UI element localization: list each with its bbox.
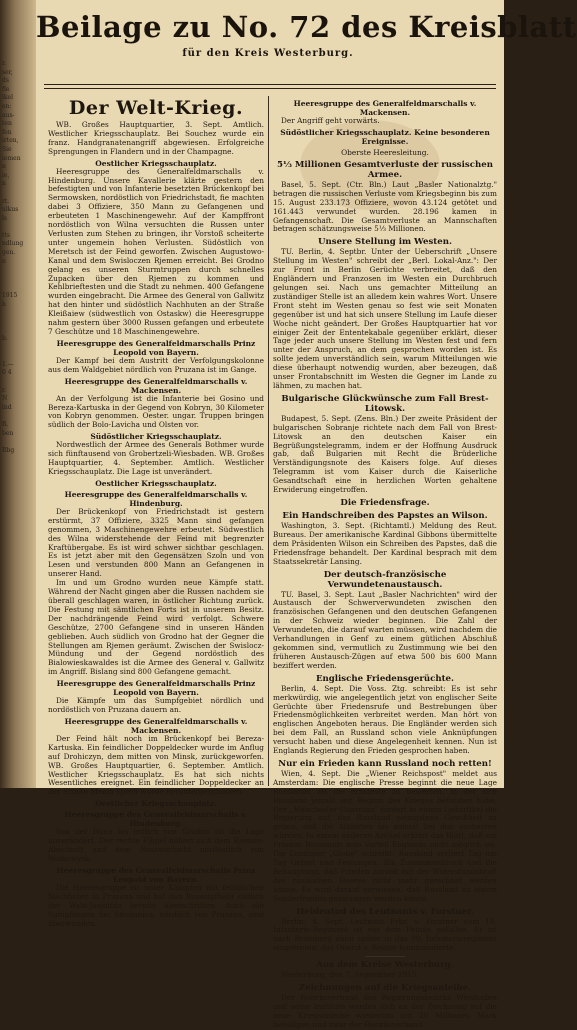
article-paragraph: Berlin, 4. Sept. Leutnant Frhr. v. Forstner vom 14. Infanterie-Regiment ist vor dem Feinde gefallen. Er ist nach Bromberg dann später in das 99. Infanterieregiment eingetreten, das Oberst v. Reuter kommandierte. [273,916,497,953]
spine-fragment: r. [2,60,7,67]
article-heading: 5⅓ Millionen Gesamtverluste der russischen Armee. [277,159,493,180]
article-paragraph: WB. Großes Hauptquartier, 3. Sept. Amtlich. Westlicher Kriegsschauplatz. Bei Souchez wurde ein franz. Handgranatenangriff abgewiesen. Erfolgreiche Sprengungen in Flandern und in der Champagne. [48,120,264,156]
spine-fragment [2,283,32,292]
header-rule-2 [44,88,496,89]
spine-fragment: iemen [2,154,21,162]
header-rule [44,84,496,85]
subheading: Heeresgruppe des Generalfeldmarschalls Prinz Leopold von Bayern. [56,338,256,357]
subheading: Heeresgruppe des Generalfeldmarschalls v. Mackensen. [64,716,248,735]
spine-fragment: ie, [2,171,10,179]
spine-fragment: b. [2,335,8,342]
subheading: Heeresgruppe des Generalfeldmarschalls Prinz Leopold von Bayern. [56,679,256,698]
article-paragraph: An der Verfolgung ist die Infanterie bei Gosino und Bereza-Kartuska in der Gegend von Kobryn, 30 Kilometer von Kobryn genommen. Oester. ungar. Truppen bringen südlich der Bolo-Lavicha und Olsten vor. [48,393,264,430]
spine-fragment: ind [2,403,12,411]
spine-fragment [2,352,32,361]
article-paragraph: Westerburg, den 7. September 1915. [281,970,419,980]
masthead [36,10,577,59]
article-paragraph: Basel, 5. Sept. (Ctr. Bln.) Laut „Basler Nationalztg." betragen die russischen Verluste vom Kriegsbeginn bis zum 15. August 233.173 Offiziere, wovon 43.124 getötet und 161.443 verwundet wurden. 28.196 kamen in Gefangenschaft. Die Gesamtverluste an Mannschaften betragen schätzungsweise 5⅓ Millionen. [273,179,497,234]
spine-fragment: Sie [2,145,12,153]
article-paragraph: Der Feind hält noch im Brückenkopf bei Bereza-Kartuska. Ein feindlicher Doppeldecker wurde im Anflug auf Drohiczyn, dem mitten von Minsk, zurückgeworfen. WB. Großes Hauptquartier, 6. September. Amtlich. Westlicher Kriegsschauplatz. Es hat sich nichts Wesentliches ereignet. Ein feindlicher Doppeldecker an der Straße Menin-Ypern wurde heruntergeschossen. [48,733,264,797]
spine-fragment: irten, [2,137,19,145]
article-paragraph: TU. Basel, 3. Sept. Laut „Basler Nachrichten" wird der Austausch der Schwerverwundeten zwischen den französischen Gefangenen und den deutschen Gefangenen in der Schweiz wieder beginnen. Die Zahl der Verwundeten, die darauf warten müssen, wird nachdem die Verhandlungen in Genf zu einem gütlichen Abschluß gekommen sind, vermutlich zu Zustimmung wie bei den früheren Austausch-Zügen auf etwa 500 bis 600 Mann beziffert werden. [273,589,497,670]
subheading: Oestlicher Kriegsschauplatz. [95,158,217,168]
article-paragraph: Die Heeresgruppe ist unter Kämpfen mit feindlichen Nachhuten in Pruzana und hat den Rossolpfhelit südlich der Wald-Jasjolfda bereits überschritten. Auch die Sumpfengen bei Smolanica, nördlich von Pruzana, sind überwunden. [48,882,264,928]
spine-fragment: Rbg [2,446,15,454]
spine-fragment [2,266,32,275]
spine-fragment [2,326,32,335]
spine-fragment: n [2,180,6,188]
article-paragraph: Nordwestlich der Armee des Generals Bothmer wurde sich fünftausend von Grobertzeli-Wiesbaden. WB. Großes Hauptquartier, 4. September. Amtlich. Westlicher Kriegsschauplatz. Die Lage ist unverändert. [48,440,264,476]
article-heading: Ein Handschreiben des Papstes an Wilson. [282,511,488,521]
spine-text-fragments [2,60,32,464]
spine-fragment: rt. [2,197,10,205]
subheading: Heeresgruppe des Generalfeldmarschalls Prinz Leopold von Bayern. [56,865,256,884]
article-paragraph: Der Bezirksverband des Regierungsbezirks Wiesbaden und seine Institute werden sich an der Zeichnung auf die neue Kriegsanleihe wiederum mit 20 Millionen Mark beteiligen und zwar der Bezirksverband [273,993,497,1029]
spine-fragment [2,223,32,232]
subheading: Oestlicher Kriegsschauplatz. [95,478,217,488]
spine-fragment: r. [2,386,7,394]
subheading: Heeresgruppe des Generalfeldmarschalls v. Mackensen. [64,376,248,395]
article-paragraph: Der Angriff geht vorwärts. [281,116,380,125]
spine-fragment: ls [2,214,7,222]
subheading: Südöstlicher Kriegsschauplatz. [90,432,222,442]
left-column [48,97,264,928]
spine-fragment [2,455,32,464]
article-paragraph: Berlin, 4. Sept. Die Voss. Ztg. schreibt: Es ist sehr merkwürdig, wie angelegentlich jetzt von englischer Seite Gerüchte über Friedensrufe und Bestrebungen über Friedensmöglichkeiten verbreitet werden. Man hört von englischen Angeboten heraus. Die Engländer werden sich bei dem Fall, an Russland schon viele Anknüpfungen versucht haben und diese Angelegenheit kennen. Nun ist Englands Regierung den Frieden gesprochen haben. [273,683,497,756]
subheading: Heeresgruppe des Generalfeldmarschalls v. Mackensen. [293,99,477,117]
subheading: Südöstlicher Kriegsschauplatz. Keine besonderen Ereignisse. [280,127,490,146]
article-paragraph: Washington, 3. Sept. (Richtamtl.) Meldung des Reut. Bureaus. Der amerikanische Kardinal Gibbons übermittelte dem Präsidenten Wilson ein Schreiben des Papstes, daß die Friedensfrage behandelt. Der Kardinal besprach mit dem Staatssekretär Lansing. [273,521,497,566]
spine-fragment: 1.— [2,360,14,368]
spine-fragment [2,412,32,421]
article-heading: Nur ein Frieden kann Russland noch retten! [278,758,492,769]
section-title-war: Der Welt-Krieg. [68,97,244,119]
article-paragraph: TU. Berlin, 4. Septbr. Unter der Ueberschrift „Unsere Stellung im Westen" schreibt der „Berl. Lokal-Anz.": Der zur Front in Berlin Gerüchte verbreitet, daß den Engländern und Franzosen im Westen ein Durchbruch gelungen sei. Nach uns gemachter Mitteilung an zuständiger Stelle ist an alledem kein wahres Wort. Unsere Front steht im Westen genau so fest wie seit Monaten gegenüber ist und hat sich unsere Stellung im Laufe dieser Woche nicht geändert. Der Großes Hauptquartier hat vor einiger Zeit der Ententekabale gegenüber erklärt, dieser Tage jeder auch unsere Stellung im Westen fest und fern unter der Anspruch, an dem gesprochen worden ist. Es sollte jedem unverständlich sein, warum Mitteilungen wie diese überhaupt notwendig wurden, aber bezeugen, daß unser Frontabschnitt im Westen die Gegner im Lande zu lähmen, zu machen hat. [273,247,497,390]
article-heading: Die Friedensfrage. [340,498,430,508]
spine-fragment [2,309,32,318]
spine-fragment: tts [2,231,10,239]
article-paragraph: Die Kämpfe um das Sumpfgebiet nördlich und nordöstlich von Pruzana dauern an. [48,696,264,715]
spine-fragment: 1915 [2,292,18,300]
spine-fragment: N [2,395,8,403]
article-heading: Der deutsch-französische Verwundetenaustausch. [323,569,447,590]
spine-fragment: ben [2,429,14,437]
spine-fragment: h [2,300,6,308]
article-paragraph: Der Kampf bei dem Austritt der Verfolgungskolonne aus dem Waldgebiet nördlich von Pruzana ist im Gange. [48,355,264,374]
spine-fragment [2,378,32,387]
article-paragraph: Heeresgruppe des Generalfeldmarschalls v. Hindenburg. Unsere Kavallerie klärte gestern den befestigten und von Infanterie besetzten Brückenkopf bei Sermowsken, nordöstlich von Friedrichstadt, fie machten dabei 3 Offiziere, 350 Mann zu Gefangenen und erbeuteten 1 Maschinengewehr. Auf der Kampffront nordöstlich von Wilna versuchten die Russen unter Verlusten zum Stehen zu bringen, ihr Vorstoß scheiterte unter ungemein hohen Verlusten. Südöstlich von Meretsch ist der Feind geworfen. Zwischen Augustowo-Kanal und dem Swisloczen Rjemen erreicht. Bei Grodno gelang es unseren Sturmtruppen durch schnelles Zupacken über den Rjemen zu kommen und Kehlbrieftesten und die Stadt zu nehmen. 400 Gefangene wurden eingebracht. Die Armee des General von Gallwitz hat den hinter und südöstlich Nachhuten an der Straße Kleißaiew (südwestlich von Ostaskw) die Heeresgruppe nahm gestern über 3000 Russen gefangen und erbeutete 7 Geschütze und 18 Maschinengewehre. [48,166,264,336]
right-column [273,97,497,1029]
article-heading: Zeichnungen auf die Kriegsanleihe. [298,983,472,994]
spine-fragment: ten [2,120,12,128]
spine-fragment: fle [2,85,10,93]
spine-fragment [2,318,32,327]
article-heading: Aus dem Kreise Westerburg. [316,960,454,971]
spine-fragment: ndlung [2,240,24,248]
spine-fragment: aus- [2,111,15,119]
subheading: Oestlicher Kriegsschauplatz. [95,799,217,809]
subheading: Heeresgruppe des Generalfeldmarschalls v. Hindenburg. [64,489,248,508]
page-subtitle: für den Kreis Westerburg. [182,48,354,59]
article-heading: Bulgarische Glückwünsche zum Fall Brest-Litowsk. [281,393,489,414]
article-paragraph: Im und um Grodno wurden neue Kämpfe statt. Während der Nacht gingen aber die Russen nachdem sie überall geschlagen waren, in östlicher Richtung zurück. Die Festung mit sämtlichen Forts ist in unserem Besitz. Der nachdrängende Feind wird verfolgt. Schwere Geschütze, 2700 Gefangene sind in unseren Händen geblieben. Auch südlich von Grodno hat der Gegner die Stellungen am Rjemen geräumt. Zwischen der Swislocz-Mündung und der Gegend nordöstlich des Bialowieskawaldes ist die Armee des General v. Gallwitz im Angriff. Bislang sind 800 Gefangene gemacht. [48,578,264,677]
column-divider [268,96,269,786]
spine-fragment [2,438,32,447]
book-spine [0,0,36,788]
spine-fragment: n [2,257,6,265]
spine-fragment: fen [2,128,12,136]
spine-fragment [2,275,32,284]
spine-fragment: 0 4 [2,369,12,377]
spine-fragment: en: [2,102,12,110]
spine-fragment: gen. [2,249,16,257]
spine-fragment: n [2,163,6,171]
article-paragraph: Wien, 4. Sept. Die „Wiener Reichspost" meldet aus Amsterdam: Die englische Presse beginnt die neue Lage Russlands als die ernsteste zu bewerten, in der sich Russland jemals seit Beginn des Krieges befunden habe. Der „Manchester Guardian" fordert in einem Leitartikel die Regierung auf, das Russland wenigstens Gewißheit zu geben, daß die Alliierten bis zuletzt bei ihm ausharren würden. In einem anderen Artikel erklärt das Blatt, daß ein Frieden Russlands zum Vorteil Englands nicht möglich sei. Die Londoner „Globe" schreibt: Russland verliert Tag um Tag Gebiet und Festungen. Ein Zusammenbruch und die Behauptung, daß Frieden zurzeit mit der Widerstandskraft des russischen Heeres nicht mehr gerechnet werden könne. Es wird darauf verwiesen, daß Russland zu einem Sonderfrieden gezwungen werden könne. [273,768,497,903]
article-heading: Unsere Stellung im Westen. [318,237,452,248]
signature-line: Oberste Heeresleitung. [341,147,429,157]
spine-fragment: ser, [2,68,13,76]
article-paragraph: Budapest, 5. Sept. (Zens. Bln.) Der zweite Präsident der bulgarischen Sobranje richtete nach dem Fall von Brest-Litowsk an den deutschen Kaiser ein Begrüßungstelegramm, indem er der Hoffnung Ausdruck gab, daß Bulgarien mit Recht die Brüderliche Verständigungsnote des Kaisers folge. Auf dieses Telegramm ist vom Kaiser durch die Kaiserliche Gesandtschaft eine in herzlichen Worten gehaltene Erwiderung eingetroffen. [273,413,497,495]
section-divider [365,956,405,957]
page-title: Beilage zu No. 72 des Kreisblatt [36,10,577,44]
article-paragraph: Von der Düna bis östlich von Grodno ist die Lage unverändert. Der rechte Flügel nähert sich dem Rjemen-Abschnitt und dem Nosswschicht nordöstlich von Wolkowysk. [48,827,264,863]
article-heading: Heldentod des Leutnants v. Forstner. [296,906,474,917]
spine-fragment: ikel [2,94,14,102]
spine-fragment [2,344,32,353]
spine-fragment: ds [2,77,9,85]
spine-fragment: R. [2,420,9,428]
spine-fragment: ulkus [2,206,19,214]
article-paragraph: Der Brückenkopf von Friedrichstadt ist gestern erstürmt, 37 Offiziere, 3325 Mann sind gefangen genommen, 3 Maschinengewehre erbeutet. Südwestlich des Wilna widerstehende der Feind mit begrenzter Kraftübergabe. Es ist wird schwer sichtbar geschlagen. Es ist jetzt aber mit den Gegensätzen Szoln und von Lesen und verstunden 800 Mann an Gefangenen in unserer Hand. [48,506,264,579]
article-heading: Englische Friedensgerüchte. [315,673,455,684]
spine-fragment [2,189,32,198]
subheading: Heeresgruppe des Generalfeldmarschalls v. Hindenburg. [64,810,248,829]
